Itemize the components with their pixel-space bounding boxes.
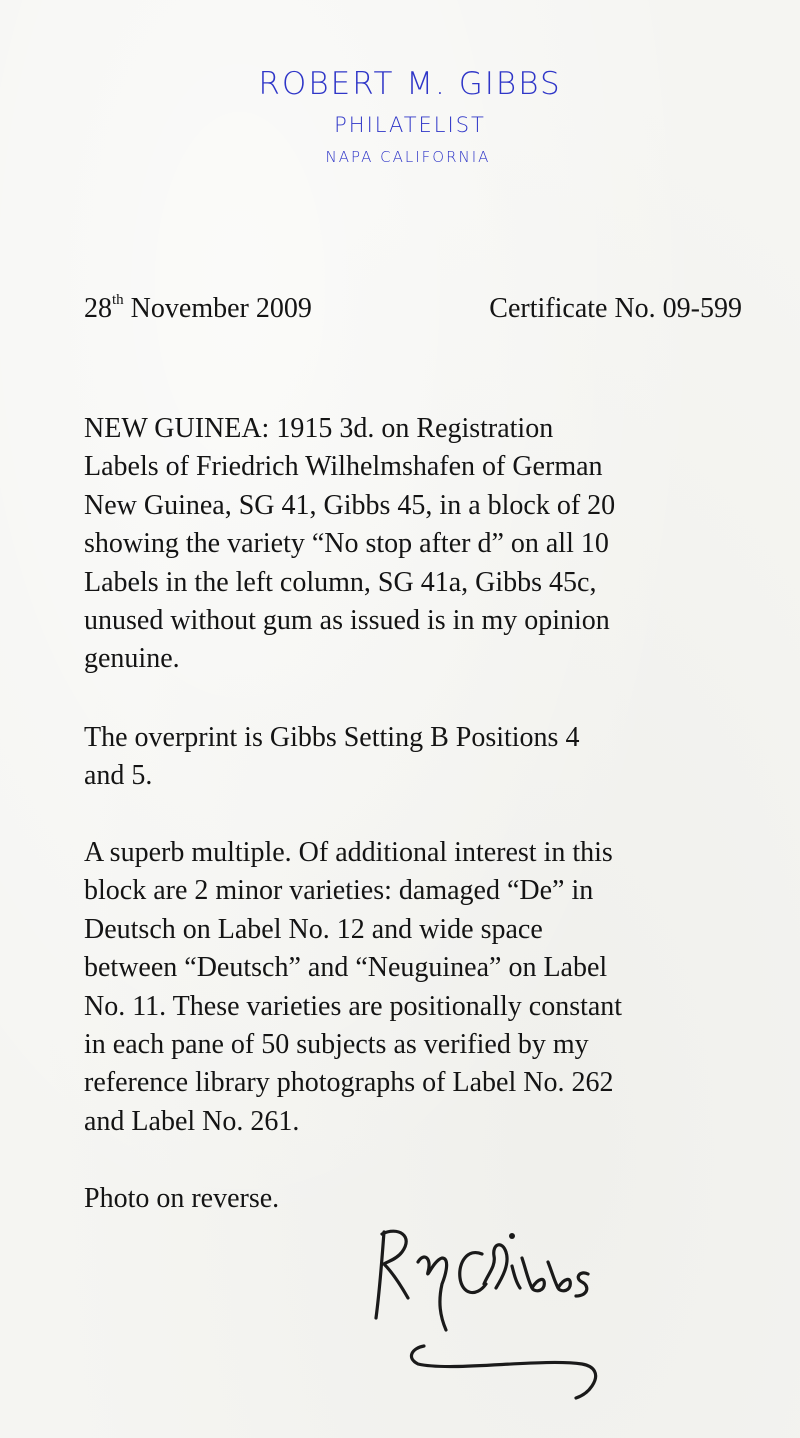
certificate-number: Certificate No. 09-599	[489, 293, 742, 324]
paragraph-line: The overprint is Gibbs Setting B Positions 4	[84, 722, 580, 753]
paragraph-line: reference library photographs of Label No. 262	[84, 1067, 614, 1099]
handwritten-signature	[362, 1218, 662, 1408]
paragraph-line: block are 2 minor varieties: damaged “De” in	[84, 875, 594, 907]
paragraph-line: between “Deutsch” and “Neuguinea” on Label	[84, 952, 608, 984]
closing-paragraph	[84, 1180, 748, 1218]
paragraph-line: New Guinea, SG 41, Gibbs 45, in a block of 20	[84, 489, 616, 521]
paragraph-line: genuine.	[84, 643, 180, 675]
description-paragraph	[84, 410, 748, 679]
paragraph-line: Photo on reverse.	[84, 1183, 280, 1214]
paragraph-line: Labels of Friedrich Wilhelmshafen of German	[84, 451, 603, 483]
date-month-year: November 2009	[123, 293, 312, 324]
letterhead-name: ROBERT M. GIBBS	[258, 66, 562, 102]
paragraph-line: showing the variety “No stop after d” on all 10	[84, 528, 609, 560]
paragraph-line: unused without gum as issued is in my opinion	[84, 605, 610, 637]
overprint-paragraph	[84, 719, 748, 796]
letterhead-location: NAPA CALIFORNIA	[325, 148, 491, 166]
paragraph-line: No. 11. These varieties are positionally constant	[84, 990, 623, 1022]
date-suffix: th	[112, 292, 124, 308]
paragraph-line: A superb multiple. Of additional interest in this	[84, 837, 613, 868]
paragraph-line: and 5.	[84, 760, 153, 792]
paragraph-line: and Label No. 261.	[84, 1105, 300, 1137]
paragraph-line: Labels in the left column, SG 41a, Gibbs 45c,	[84, 566, 597, 598]
notes-paragraph	[84, 834, 748, 1141]
paragraph-line: in each pane of 50 subjects as verified by my	[84, 1029, 589, 1061]
paragraph-line: NEW GUINEA: 1915 3d. on Registration	[84, 413, 554, 444]
paragraph-line: Deutsch on Label No. 12 and wide space	[84, 913, 543, 945]
date-day: 28	[84, 293, 112, 324]
letterhead-title: PHILATELIST	[334, 113, 486, 137]
